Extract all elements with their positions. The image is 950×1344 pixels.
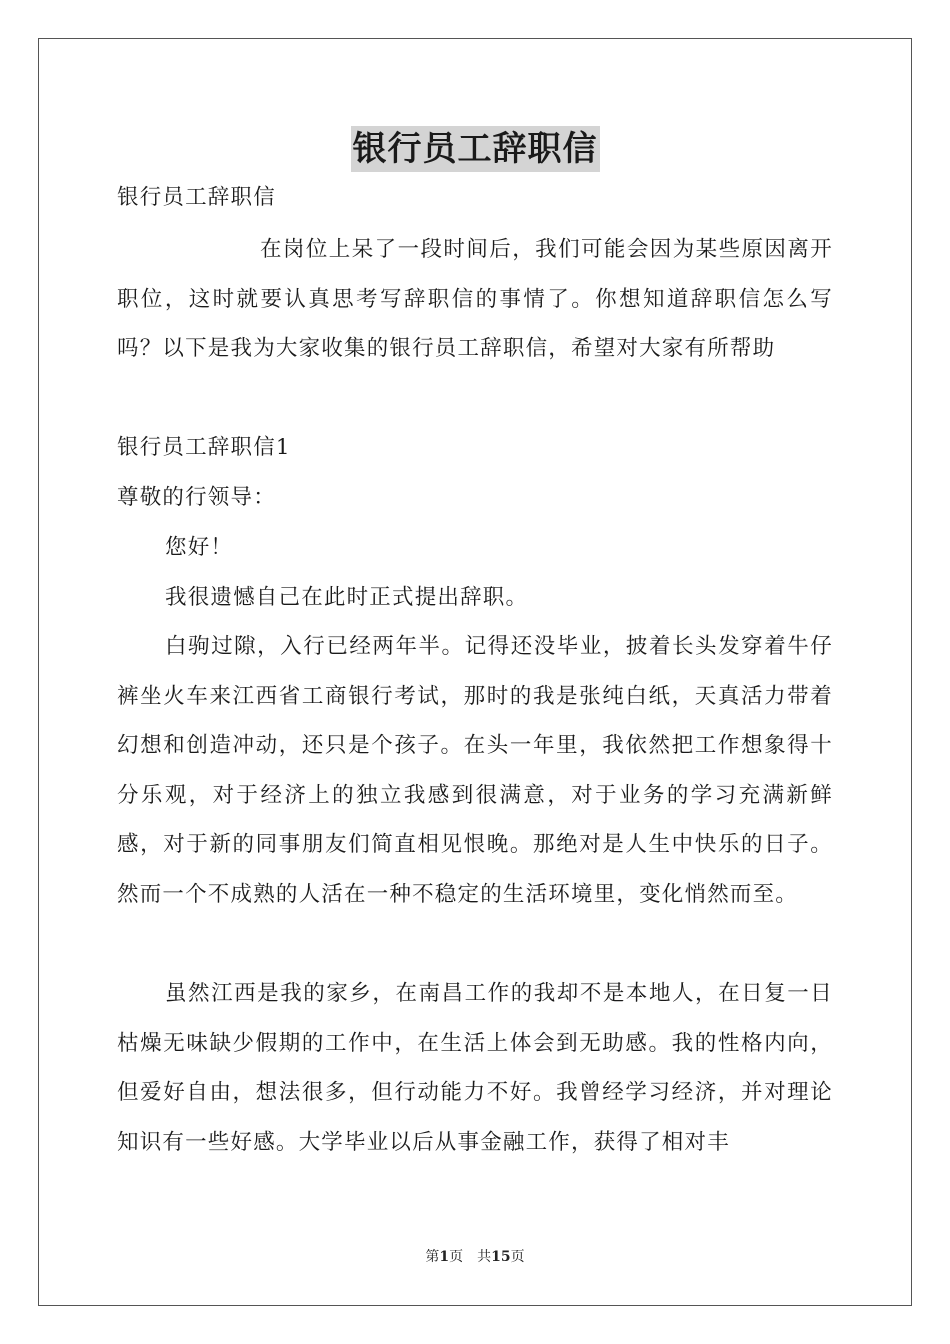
- section-heading: 银行员工辞职信1: [117, 435, 291, 460]
- subtitle: 银行员工辞职信: [117, 185, 276, 210]
- paragraph-2: 白驹过隙，入行已经两年半。记得还没毕业，披着长头发穿着牛仔裤坐火车来江西省工商银行考试，那时的我是张纯白纸，天真活力带着幻想和创造冲动，还只是个孩子。在头一年里，我依然把工作想象得十分乐观，对于经济上的独立我感到很满意，对于业务的学习充满新鲜感，对于新的同事朋友们简直相见恨晚。那绝对是人生中快乐的日子。然而一个不成熟的人活在一种不稳定的生活环境里，变化悄然而至。: [117, 634, 833, 907]
- greeting: 您好！: [165, 535, 234, 560]
- paragraph-1: 我很遗憾自己在此时正式提出辞职。: [165, 585, 529, 610]
- page-footer: [0, 1246, 950, 1266]
- footer-page-number: 1: [439, 1249, 450, 1265]
- intro-paragraph: 在岗位上呆了一段时间后，我们可能会因为某些原因离开职位，这时就要认真思考写辞职信的事情了。你想知道辞职信怎么写吗？以下是我为大家收集的银行员工辞职信，希望对大家有所帮助: [117, 237, 833, 361]
- salutation: 尊敬的行领导：: [117, 485, 276, 510]
- document-title: 银行员工辞职信: [351, 126, 600, 172]
- footer-mid: 页 共: [449, 1249, 492, 1265]
- footer-suffix: 页: [510, 1249, 525, 1265]
- footer-prefix: 第: [425, 1249, 440, 1265]
- paragraph-3: 虽然江西是我的家乡，在南昌工作的我却不是本地人，在日复一日枯燥无味缺少假期的工作中，在生活上体会到无助感。我的性格内向，但爱好自由，想法很多，但行动能力不好。我曾经学习经济，并对理论知识有一些好感。大学毕业以后从事金融工作，获得了相对丰: [117, 981, 833, 1155]
- footer-page-total: 15: [491, 1249, 511, 1265]
